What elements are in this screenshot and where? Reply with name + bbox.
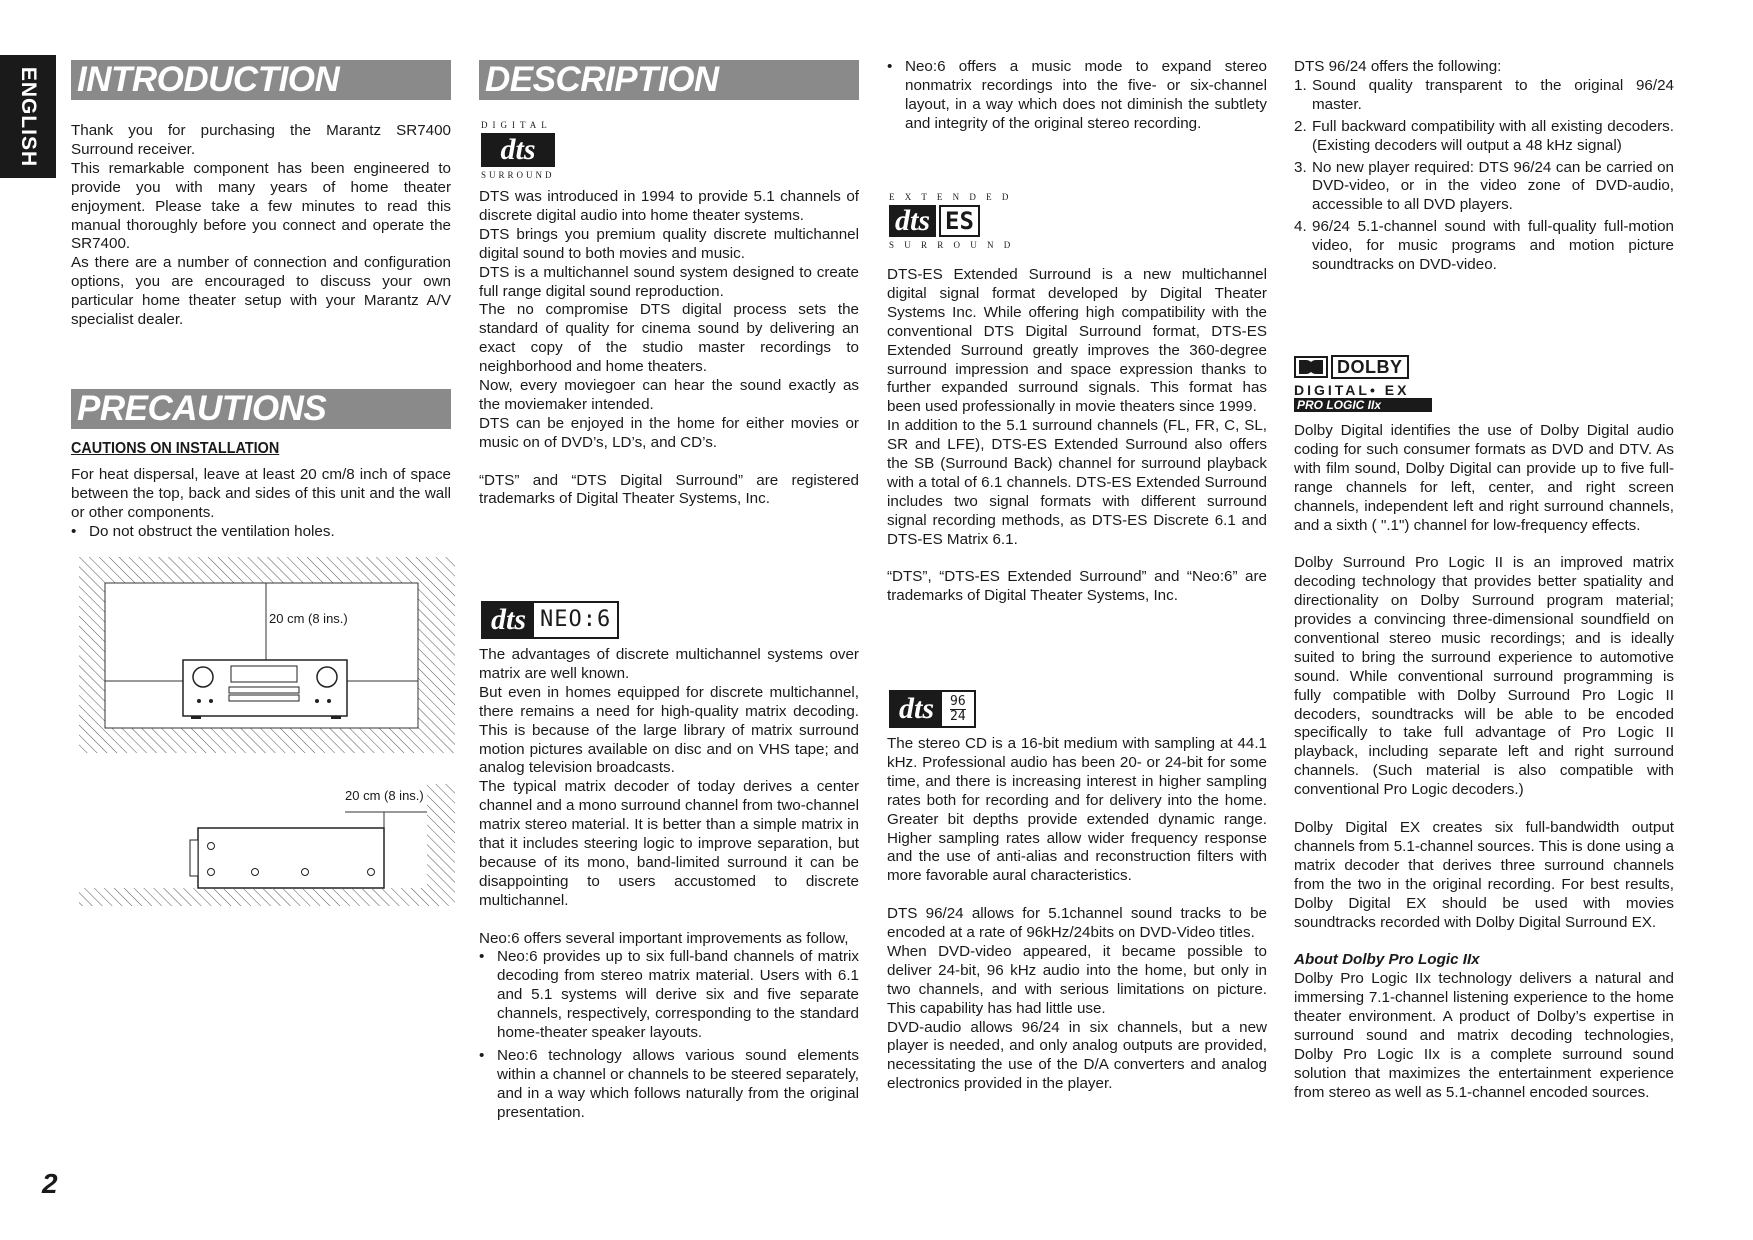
dolby-line2: DIGITAL• EX [1294,382,1410,398]
language-tab-label: ENGLISH [17,66,40,167]
list-text: Sound quality transparent to the original 96/24 master. [1312,76,1674,113]
list-item: • Neo:6 offers a music mode to expand stereo nonmatrix recordings into the five- or six-channel layout, in a way which does not diminish the subtlety and integrity of the original stereo recording. [887,58,1267,132]
dolby-paragraph: Dolby Pro Logic IIx technology delivers a natural and immersing 7.1-channel listening experience to the home theater environment. A product of Dolby’s expertise in surround sound and matrix decoding technologies, Dolby Pro Logic IIx is a complete surround sound solution that maximizes the entertainment experience from stereo as well as 5.1-channel encoded sources. [1294,970,1674,1101]
logo-text: DIGITAL [481,120,552,130]
dolby-word: DOLBY [1331,355,1409,379]
dts-es-extended-surround-logo [889,192,1029,250]
dts-digital-surround-logo [481,120,561,180]
dts-paragraph: DTS is a multichannel sound system designed to create full range digital sound reproduction. [479,263,859,300]
intro-paragraph: As there are a number of connection and configuration options, you are encouraged to discuss your own particular home theater setup with your Marantz A/V specialist dealer. [71,254,451,329]
dolby-digital-ex-pro-logic-logo [1294,355,1432,412]
neo6-paragraph: The advantages of discrete multichannel systems over matrix are well known. [479,646,859,682]
dts-es-paragraph: In addition to the 5.1 surround channels (FL, FR, C, SL, SR and LFE), DTS-ES Extended Surround also offers the SB (Surround Back) channel for surround playback with a total of 6.1 channels. DTS-ES Extended Surround includes two signal formats with different surround signal recording methods, as DTS-ES Discrete 6.1 and DTS-ES Matrix 6.1. [887,417,1267,548]
neo6-bullet: Neo:6 provides up to six full-band channels of matrix decoding from stereo matrix material. Users with 6.1 and 5.1 systems will derive six and five separate channels, respectively, corresponding to the standard home-theater speaker layouts. [497,948,859,1042]
precautions-paragraph: For heat dispersal, leave at least 20 cm/8 inch of space between the top, back and sides of this unit and the wall or other components. [71,466,451,521]
dts-trademark-paragraph: “DTS” and “DTS Digital Surround” are registered trademarks of Digital Theater Systems, Inc. [479,471,859,508]
dts-neo6-logo [481,601,619,639]
clearance-label: 20 cm (8 ins.) [345,788,424,803]
list-item [1294,218,1674,275]
clearance-diagram-side-view [79,784,455,906]
dts-paragraph: DTS can be enjoyed in the home for either movies or music on of DVD’s, LD’s, and CD’s. [479,414,859,451]
dts-es-paragraph: DTS-ES Extended Surround is a new multichannel digital signal format developed by Digital Theater Systems Inc. While offering high compatibility with the conventional DTS Digital Surround format, DTS-ES Extended Surround greatly improves the 360-degree surround impression and space expression thanks to further expanded surround signals. This format has been used professionally in movie theaters since 1999. [887,266,1267,416]
logo-text: S U R R O U N D [889,240,1015,250]
clearance-label: 20 cm (8 ins.) [269,611,348,626]
dts-paragraph: Now, every moviegoer can hear the sound exactly as the moviemaker intended. [479,377,859,413]
dts-9624-logo [889,690,976,728]
features-intro: DTS 96/24 offers the following: [1294,58,1502,75]
precautions-heading: PRECAUTIONS [71,389,451,429]
dts-mark: dts [481,133,555,167]
list-text: 96/24 5.1-channel sound with full-quality full-motion video, for music programs and motion picture soundtracks on DVD-video. [1312,218,1674,274]
neo6-paragraph: The typical matrix decoder of today derives a center channel and a mono surround channel from two-channel matrix stereo material. It is better than a simple matrix in that it includes steering logic to improve separation, but because of its mono, band-limited surround it can be disappointing to users accustomed to discrete multichannel. [479,778,859,909]
dts-es-trademark-paragraph: “DTS”, “DTS-ES Extended Surround” and “Neo:6” are trademarks of Digital Theater Systems, Inc. [887,568,1267,605]
dolby-pl2x-subheading: About Dolby Pro Logic IIx [1294,951,1480,969]
list-item: • Neo:6 technology allows various sound elements within a channel or channels to be steered separately, and in a way which follows naturally from the original presentation. [479,1047,859,1121]
cautions-subheading: CAUTIONS ON INSTALLATION [71,440,280,457]
dts-es-text [887,266,1267,606]
page-number: 2 [42,1168,58,1199]
ventilation-bullet: Do not obstruct the ventilation holes. [89,522,335,540]
9624-bottom: 24 [950,708,966,724]
dts-mark: dts [483,603,534,637]
es-mark: ES [939,205,980,237]
dts-9624-paragraph: DVD-audio allows 96/24 in six channels, but a new player is needed, and only analog outputs are provided, necessitating the use of the D/A converters and analog electronics provided in the player. [887,1018,1267,1093]
dts-paragraph: DTS brings you premium quality discrete multichannel digital sound to both movies and music. [479,225,859,262]
dts-9624-paragraph: The stereo CD is a 16-bit medium with sampling at 44.1 kHz. Professional audio has been 20- or 24-bit for some time, and there is increasing interest in higher sampling rates both for recording and for delivery into the home. Greater bit depths provide extended dynamic range. Higher sampling rates allow wider frequency response and the use of anti-alias and reconstruction filters with more favorable aural characteristics. [887,735,1267,885]
list-text: No new player required: DTS 96/24 can be carried on DVD-video, or in the video zone of DVD-audio, accessible to all DVD players. [1312,158,1674,214]
list-number: 2. [1294,117,1307,135]
dts-9624-paragraph: When DVD-video appeared, it became possible to deliver 24-bit, 96 kHz audio into the home, but only in two channels, and with serious limitations on picture. This capability has had little use. [887,942,1267,1017]
logo-text: E X T E N D E D [889,192,1013,202]
description-heading: DESCRIPTION [479,60,859,100]
list-item [1294,159,1674,216]
list-text: Full backward compatibility with all existing decoders. (Existing decoders will output a 48 kHz signal) [1312,117,1674,154]
clearance-diagram-top-view [79,557,455,753]
double-d-icon [1294,356,1328,378]
list-item: • Do not obstruct the ventilation holes. [71,522,335,540]
list-number: 1. [1294,76,1307,94]
dts-paragraph: DTS was introduced in 1994 to provide 5.1 channels of discrete digital audio into home theater systems. [479,188,859,224]
language-tab [0,55,56,178]
neo6-bullet: Neo:6 offers a music mode to expand stereo nonmatrix recordings into the five- or six-channel layout, in a way which does not diminish the subtlety and integrity of the original stereo recording. [905,58,1267,132]
list-item [1294,118,1674,156]
dolby-paragraph: Dolby Digital EX creates six full-bandwidth output channels from 5.1-channel sources. This is done using a matrix decoder that derives three surround channels from the two in the original recording. For best results, Dolby Digital EX should be used with movies soundtracks recorded with Dolby Digital Surround EX. [1294,819,1674,931]
neo6-paragraph: Neo:6 offers several important improvements as follow, [479,929,849,947]
dts-mark: dts [889,205,936,237]
list-item [1294,77,1674,115]
dts-paragraph: The no compromise DTS digital process sets the standard of quality for cinema sound by delivering an exact copy of the studio master recordings to neighborhood and home theaters. [479,301,859,376]
list-number: 4. [1294,218,1307,236]
dts-mark: dts [891,692,942,726]
features-list [1294,77,1674,275]
dolby-paragraph: Dolby Surround Pro Logic II is an improved matrix decoding technology that provides better spatiality and directionality on Dolby Surround program material; provides a convincing three-dimensional soundfield on conventional stereo music recordings; and is ideally suited to bring the surround experience to automotive sound. While conventional surround programming is fully compatible with Dolby Surround Pro Logic II decoders, soundtracks will be able to be encoded specifically to take full advantage of Pro Logic II playback, including separate left and right surround channels. (Such material is also compatible with conventional Pro Logic decoders.) [1294,554,1674,799]
logo-text: SURROUND [481,170,555,180]
dolby-line3: PRO LOGIC IIx [1294,398,1432,412]
intro-paragraph: This remarkable component has been engineered to provide you with many years of home theater enjoyment. Please take a few minutes to read this manual thoroughly before you connect and operate the SR7400. [71,159,451,253]
intro-paragraph: Thank you for purchasing the Marantz SR7400 Surround receiver. [71,122,451,158]
dts-9624-features [1294,58,1674,275]
neo6-text-block [479,646,859,1123]
list-item: • Neo:6 provides up to six full-band channels of matrix decoding from stereo matrix material. Users with 6.1 and 5.1 systems will derive six and five separate channels, respectively, corresponding to the standard home-theater speaker layouts. [479,948,859,1042]
dts-9624-text [887,735,1267,1094]
introduction-heading: INTRODUCTION [71,60,451,100]
dts-9624-paragraph: DTS 96/24 allows for 5.1channel sound tracks to be encoded at a rate of 96kHz/24bits on DVD-Video titles. [887,905,1267,942]
neo6-paragraph: But even in homes equipped for discrete multichannel, there remains a need for high-quality matrix decoding. This is because of the large library of matrix surround motion pictures available on disc and on VHS tape; and analog television broadcasts. [479,683,859,777]
dolby-paragraph: Dolby Digital identifies the use of Dolby Digital audio coding for such consumer formats as DVD and DTV. As with film sound, Dolby Digital can provide up to five full-range channels for left, center, and right screen channels, independent left and right surround channels, and a sixth ( ".1") channel for low-frequency effects. [1294,422,1674,534]
dolby-text [1294,422,1674,1103]
introduction-text [71,122,451,330]
neo6-bullet-list [479,948,859,1122]
dts-text [479,188,859,509]
neo6-bullet-list-continued [887,58,1267,134]
9624-top: 96 [950,693,966,709]
neo6-text: NEO:6 [540,607,612,632]
neo6-bullet: Neo:6 technology allows various sound elements within a channel or channels to be steered separately, and in a way which follows naturally from the original presentation. [497,1047,859,1121]
list-number: 3. [1294,158,1307,176]
precautions-text [71,466,451,542]
